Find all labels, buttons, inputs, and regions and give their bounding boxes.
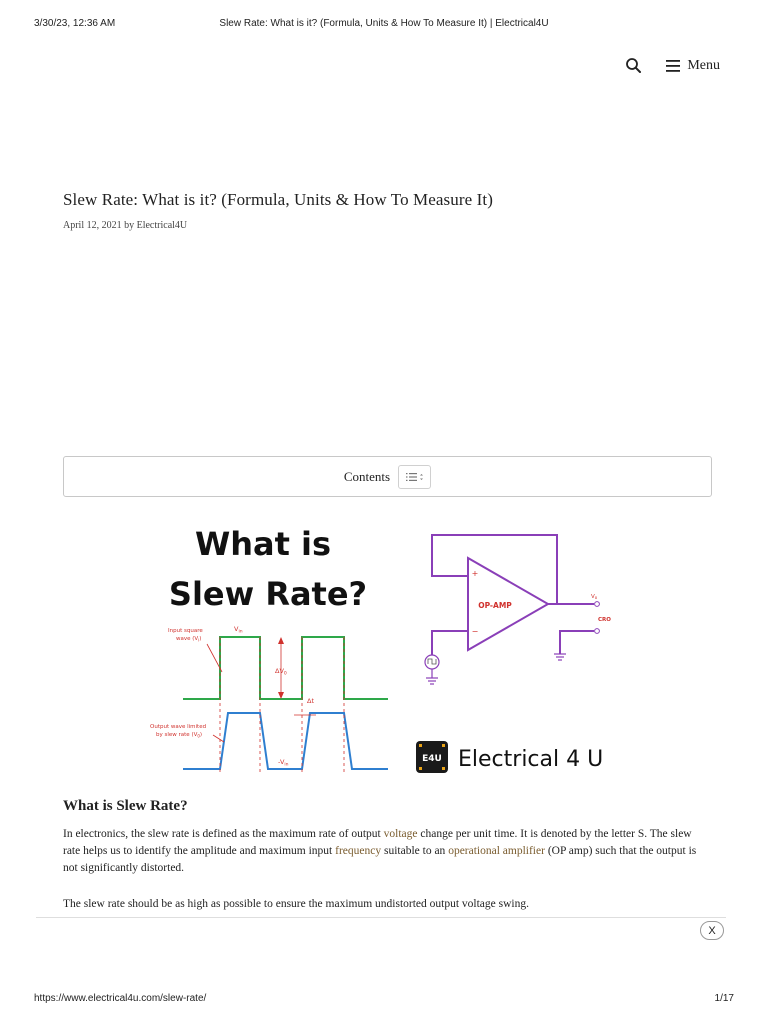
output-label-sub: 0 [197,733,200,739]
featured-image [150,512,640,784]
menu-button[interactable] [666,58,720,74]
input-wire [432,631,468,655]
cro-terminal-top [595,602,600,607]
input-label-sub: i [198,637,200,643]
output-label-pointer [213,735,224,742]
opamp-circuit [425,535,599,684]
delta-t-label: Δt [307,697,314,705]
link-operational-amplifier[interactable]: operational amplifier [448,845,545,857]
toc-label: Contents [343,468,391,484]
menu-label: Menu [687,58,720,73]
opamp-plus-label: + [471,569,479,578]
paragraph-slew-rate-goal: The slew rate should be as high as possible to ensure the maximum undistorted output voltage swing. [63,898,529,910]
ground-wire-cro [560,631,594,654]
svg-text:Input square [168,628,203,634]
output-slew-wave [183,713,388,769]
section-heading: What is Slew Rate? [63,798,188,814]
paragraph-definition: In electronics, the slew rate is defined as the maximum rate of output voltage change per unit time. It is denoted by the letter S. The slew rate helps us to identify the amplitude and maximum input frequency suitable to an operational amplifier (OP amp) such that the output is not significantly distorted. [63,828,697,874]
opamp-label: OP-AMP [478,601,512,610]
vo-label: V [591,594,595,600]
print-header [34,18,734,32]
search-icon [624,56,644,76]
output-label-end: ) [199,732,203,738]
delta-v-label: ΔV [275,667,284,675]
svg-text:-Vin [278,758,289,768]
logo-badge-text: E4U [422,754,442,764]
print-page-number: 1/17 [714,993,734,1004]
image-heading-line2: Slew Rate? [168,575,368,613]
link-frequency[interactable]: frequency [335,845,382,857]
svg-text:Output wave limited [150,724,206,730]
print-datetime: 3/30/23, 12:36 AM [34,18,116,29]
guide-lines [220,637,344,774]
output-label-line2: by slew rate (V [156,732,198,738]
article-meta: April 12, 2021 by Electrical4U [63,220,188,231]
svg-text:Vo [591,594,598,600]
image-heading-line1: What is [194,525,332,563]
delta-v-sub: 0 [283,671,287,677]
signal-source-symbol [428,659,436,664]
cro-label: CRO [598,617,611,623]
vin-label: V [234,625,239,633]
input-label-line1: Input square [168,628,203,634]
vo-sub: o [594,595,598,601]
feedback-wire [432,535,557,604]
hamburger-icon [666,60,680,72]
close-ad-button[interactable]: X [700,921,724,940]
table-of-contents [63,456,712,497]
neg-vin-sub: in [284,762,289,768]
search-button[interactable] [624,56,644,76]
svg-text:Vin [234,625,243,635]
logo-text: Electrical 4 U [458,747,604,772]
article-title: Slew Rate: What is it? (Formula, Units & How To Measure It) [63,190,493,209]
electrical4u-logo [416,741,603,773]
input-square-wave [183,637,388,699]
ground-symbols [426,654,566,684]
link-voltage[interactable]: voltage [383,828,418,840]
print-footer [34,993,734,1007]
toc-toggle-button[interactable] [398,465,431,489]
list-toggle-icon [405,472,425,482]
vin-sub: in [238,629,243,635]
print-page-title: Slew Rate: What is it? (Formula, Units & How To Measure It) | Electrical4U [219,18,549,29]
input-label-end: ) [199,636,202,642]
delta-v-arrow-head-down [278,692,284,699]
ad-divider [36,917,726,918]
svg-text:by slew rate (V0) [156,732,202,739]
site-nav [624,56,720,76]
cro-terminal-bottom [595,629,600,634]
opamp-minus-label: − [471,627,479,636]
print-url: https://www.electrical4u.com/slew-rate/ [34,993,207,1004]
waveform-diagram [150,625,388,774]
neg-vin-label: -V [278,758,285,766]
svg-text:wave (Vi) [176,636,201,643]
input-label-line2: wave (V [176,636,199,642]
delta-v-arrow-head-up [278,637,284,644]
output-label-line1: Output wave limited [150,724,207,730]
